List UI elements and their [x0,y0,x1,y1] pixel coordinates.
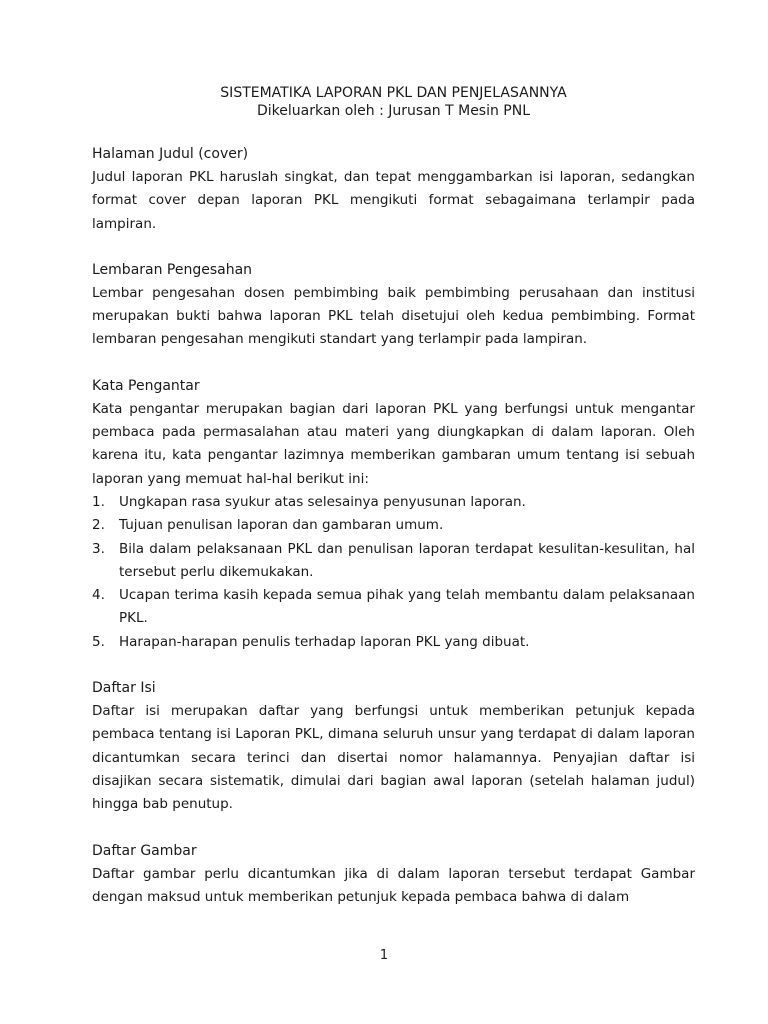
list-text: Bila dalam pelaksanaan PKL dan penulisan laporan terdapat kesulitan-kesulitan, hal tersebut perlu dikemukakan. [119,540,695,580]
list-number: 2. [92,517,105,534]
list-item [92,491,695,514]
section-kata-pengantar [92,375,695,654]
section-paragraph: Daftar isi merupakan daftar yang berfungsi untuk memberikan petunjuk kepada pembaca tentang isi Laporan PKL, dimana seluruh unsur yang terdapat di dalam laporan dicantumkan secara terinci dan disertai nomor halamannya. Penyajian daftar isi disajikan secara sistematik, dimulai dari bagian awal laporan (setelah halaman judul) hingga bab penutup. [92,703,695,813]
section-heading: Kata Pengantar [92,377,200,394]
list-text: Ucapan terima kasih kepada semua pihak yang telah membantu dalam pelaksanaan PKL. [119,587,695,627]
page-number: 1 [379,948,389,963]
section-paragraph: Judul laporan PKL haruslah singkat, dan tepat menggambarkan isi laporan, sedangkan format cover depan laporan PKL mengikuti format sebagaimana terlampir pada lampiran. [92,169,695,232]
section-daftar-gambar [92,840,695,910]
list-item [92,538,695,585]
section-heading: Lembaran Pengesahan [92,261,253,278]
document-subtitle: Dikeluarkan oleh : Jurusan T Mesin PNL [256,103,531,119]
section-paragraph: Kata pengantar merupakan bagian dari laporan PKL yang berfungsi untuk mengantar pembaca pada permasalahan atau materi yang diungkapkan di dalam laporan. Oleh karena itu, kata pengantar lazimnya memberikan gambaran umum tentang isi sebuah laporan yang memuat hal-hal berikut ini: [92,400,695,487]
list-item [92,514,695,537]
section-halaman-judul [92,143,695,236]
section-paragraph: Lembar pengesahan dosen pembimbing baik pembimbing perusahaan dan institusi merupakan bukti bahwa laporan PKL telah disetujui oleh kedua pembimbing. Format lembaran pengesahan mengikuti standart yang terlampir pada lampiran. [92,284,695,348]
list-number: 3. [92,540,105,557]
section-heading: Daftar Gambar [92,842,197,859]
document-title: SISTEMATIKA LAPORAN PKL DAN PENJELASANNYA [220,85,567,101]
list-item [92,584,695,631]
section-lembaran-pengesahan [92,259,695,352]
list-text: Ungkapan rasa syukur atas selesainya penyusunan laporan. [119,493,526,510]
section-daftar-isi [92,677,695,816]
list-text: Harapan-harapan penulis terhadap laporan PKL yang dibuat. [119,633,530,650]
section-heading: Daftar Isi [92,680,156,697]
section-heading: Halaman Judul (cover) [92,146,249,162]
numbered-list [92,491,695,654]
list-item [92,631,695,654]
list-number: 1. [92,493,105,510]
document-page [92,84,695,932]
list-text: Tujuan penulisan laporan dan gambaran umum. [119,517,444,534]
list-number: 4. [92,587,105,604]
list-number: 5. [92,633,105,650]
section-paragraph: Daftar gambar perlu dicantumkan jika di dalam laporan tersebut terdapat Gambar dengan maksud untuk memberikan petunjuk kepada pembaca bahwa di dalam [92,865,695,905]
